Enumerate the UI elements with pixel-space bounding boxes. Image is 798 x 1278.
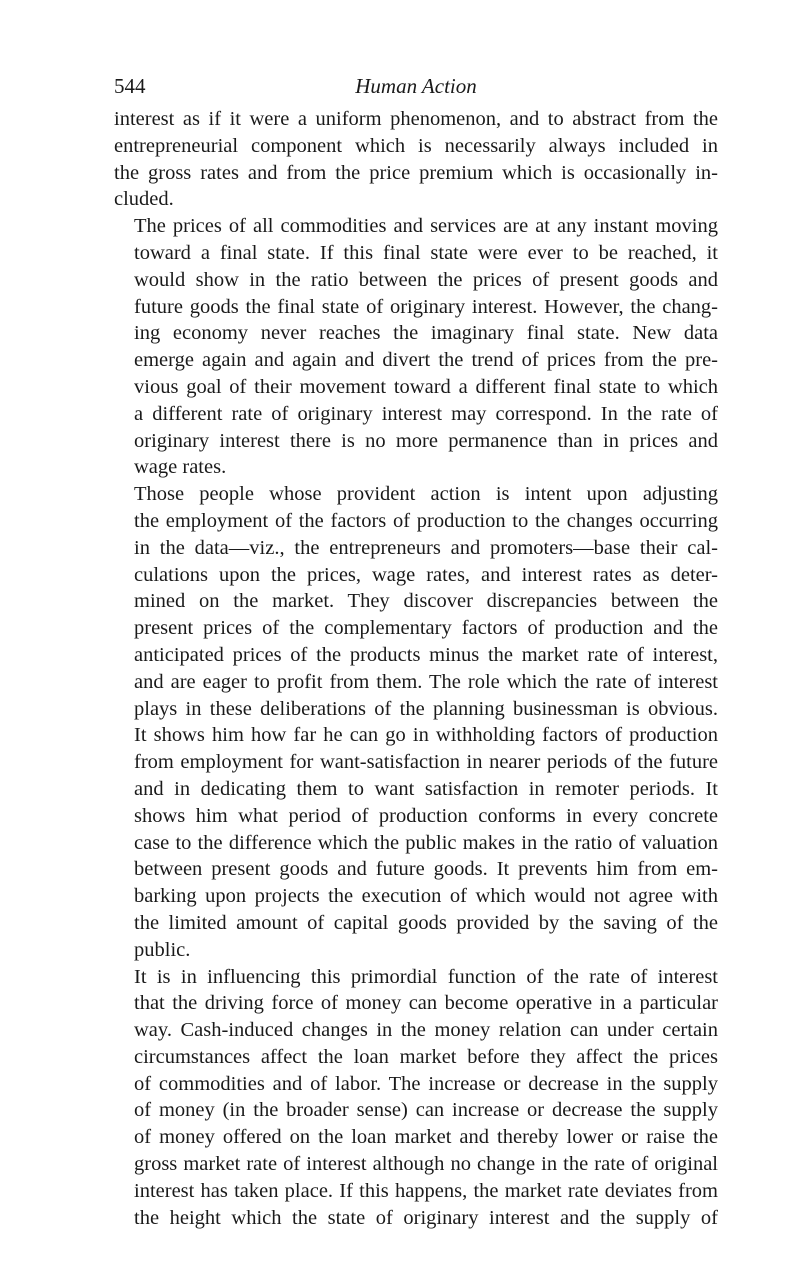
paragraph xyxy=(114,106,718,213)
text-line: case to the difference which the public makes in the ratio of valuation xyxy=(134,831,718,854)
text-line: It is in influencing this primordial function of the rate of interest xyxy=(134,965,718,988)
body-text xyxy=(114,106,718,1231)
text-line: emerge again and again and divert the trend of prices from the pre- xyxy=(134,349,718,372)
text-line: in the data—viz., the entrepreneurs and promoters—base their cal- xyxy=(134,536,718,559)
text-line: would show in the ratio between the prices of present goods and xyxy=(134,268,718,291)
text-line: interest as if it were a uniform phenomenon, and to abstract from the xyxy=(114,108,718,130)
text-line: the height which the state of originary interest and the supply of xyxy=(134,1206,718,1229)
text-line: circumstances affect the loan market before they affect the prices xyxy=(134,1045,718,1068)
text-line: that the driving force of money can become operative in a particular xyxy=(134,992,718,1015)
text-line: gross market rate of interest although no change in the rate of original xyxy=(134,1153,718,1176)
text-line: from employment for want-satisfaction in nearer periods of the future xyxy=(134,751,718,774)
text-line: the employment of the factors of production to the changes occurring xyxy=(134,509,718,532)
text-line: the limited amount of capital goods provided by the saving of the xyxy=(134,911,718,934)
text-line: way. Cash-induced changes in the money relation can under certain xyxy=(134,1019,718,1042)
text-line: public. xyxy=(134,938,191,961)
text-line: ing economy never reaches the imaginary final state. New data xyxy=(134,322,718,345)
text-line: of commodities and of labor. The increase or decrease in the supply xyxy=(134,1072,718,1095)
text-line: toward a final state. If this final state were ever to be reached, it xyxy=(134,241,718,264)
text-line: originary interest there is no more permanence than in prices and xyxy=(134,429,718,452)
text-line: of money offered on the loan market and thereby lower or raise the xyxy=(134,1126,718,1149)
text-line: culations upon the prices, wage rates, and interest rates as deter- xyxy=(134,563,718,586)
text-line: wage rates. xyxy=(134,456,227,479)
text-line: mined on the market. They discover discrepancies between the xyxy=(134,590,718,613)
text-line: of money (in the broader sense) can increase or decrease the supply xyxy=(134,1099,718,1122)
text-line: between present goods and future goods. It prevents him from em- xyxy=(134,858,718,881)
text-line: future goods the final state of originary interest. However, the chang- xyxy=(134,295,718,318)
page-number: 544 xyxy=(114,74,146,98)
text-line: cluded. xyxy=(114,188,174,211)
paragraph xyxy=(114,964,718,1232)
text-line: anticipated prices of the products minus the market rate of interest, xyxy=(134,643,718,666)
text-line: and in dedicating them to want satisfaction in remoter periods. It xyxy=(134,777,718,800)
text-line: vious goal of their movement toward a different final state to which xyxy=(134,375,718,398)
text-line: plays in these deliberations of the planning businessman is obvious. xyxy=(134,697,718,720)
text-line: the gross rates and from the price premium which is occasionally in- xyxy=(114,161,718,184)
text-line: entrepreneurial component which is necessarily always included in xyxy=(114,134,718,157)
text-line: present prices of the complementary factors of production and the xyxy=(134,617,718,640)
text-line: It shows him how far he can go in withholding factors of production xyxy=(134,724,718,747)
text-line: The prices of all commodities and services are at any instant moving xyxy=(134,215,718,238)
paragraph xyxy=(114,481,718,963)
text-line: interest has taken place. If this happens, the market rate deviates from xyxy=(134,1179,718,1202)
running-head xyxy=(114,74,718,106)
text-line: barking upon projects the execution of which would not agree with xyxy=(134,885,718,908)
paragraph xyxy=(114,213,718,481)
running-title: Human Action xyxy=(355,74,477,98)
text-line: a different rate of originary interest may correspond. In the rate of xyxy=(134,402,718,425)
book-page xyxy=(114,74,718,1231)
text-line: and are eager to profit from them. The role which the rate of interest xyxy=(134,670,718,693)
text-line: shows him what period of production conforms in every concrete xyxy=(134,804,718,827)
text-line: Those people whose provident action is intent upon adjusting xyxy=(134,483,718,506)
